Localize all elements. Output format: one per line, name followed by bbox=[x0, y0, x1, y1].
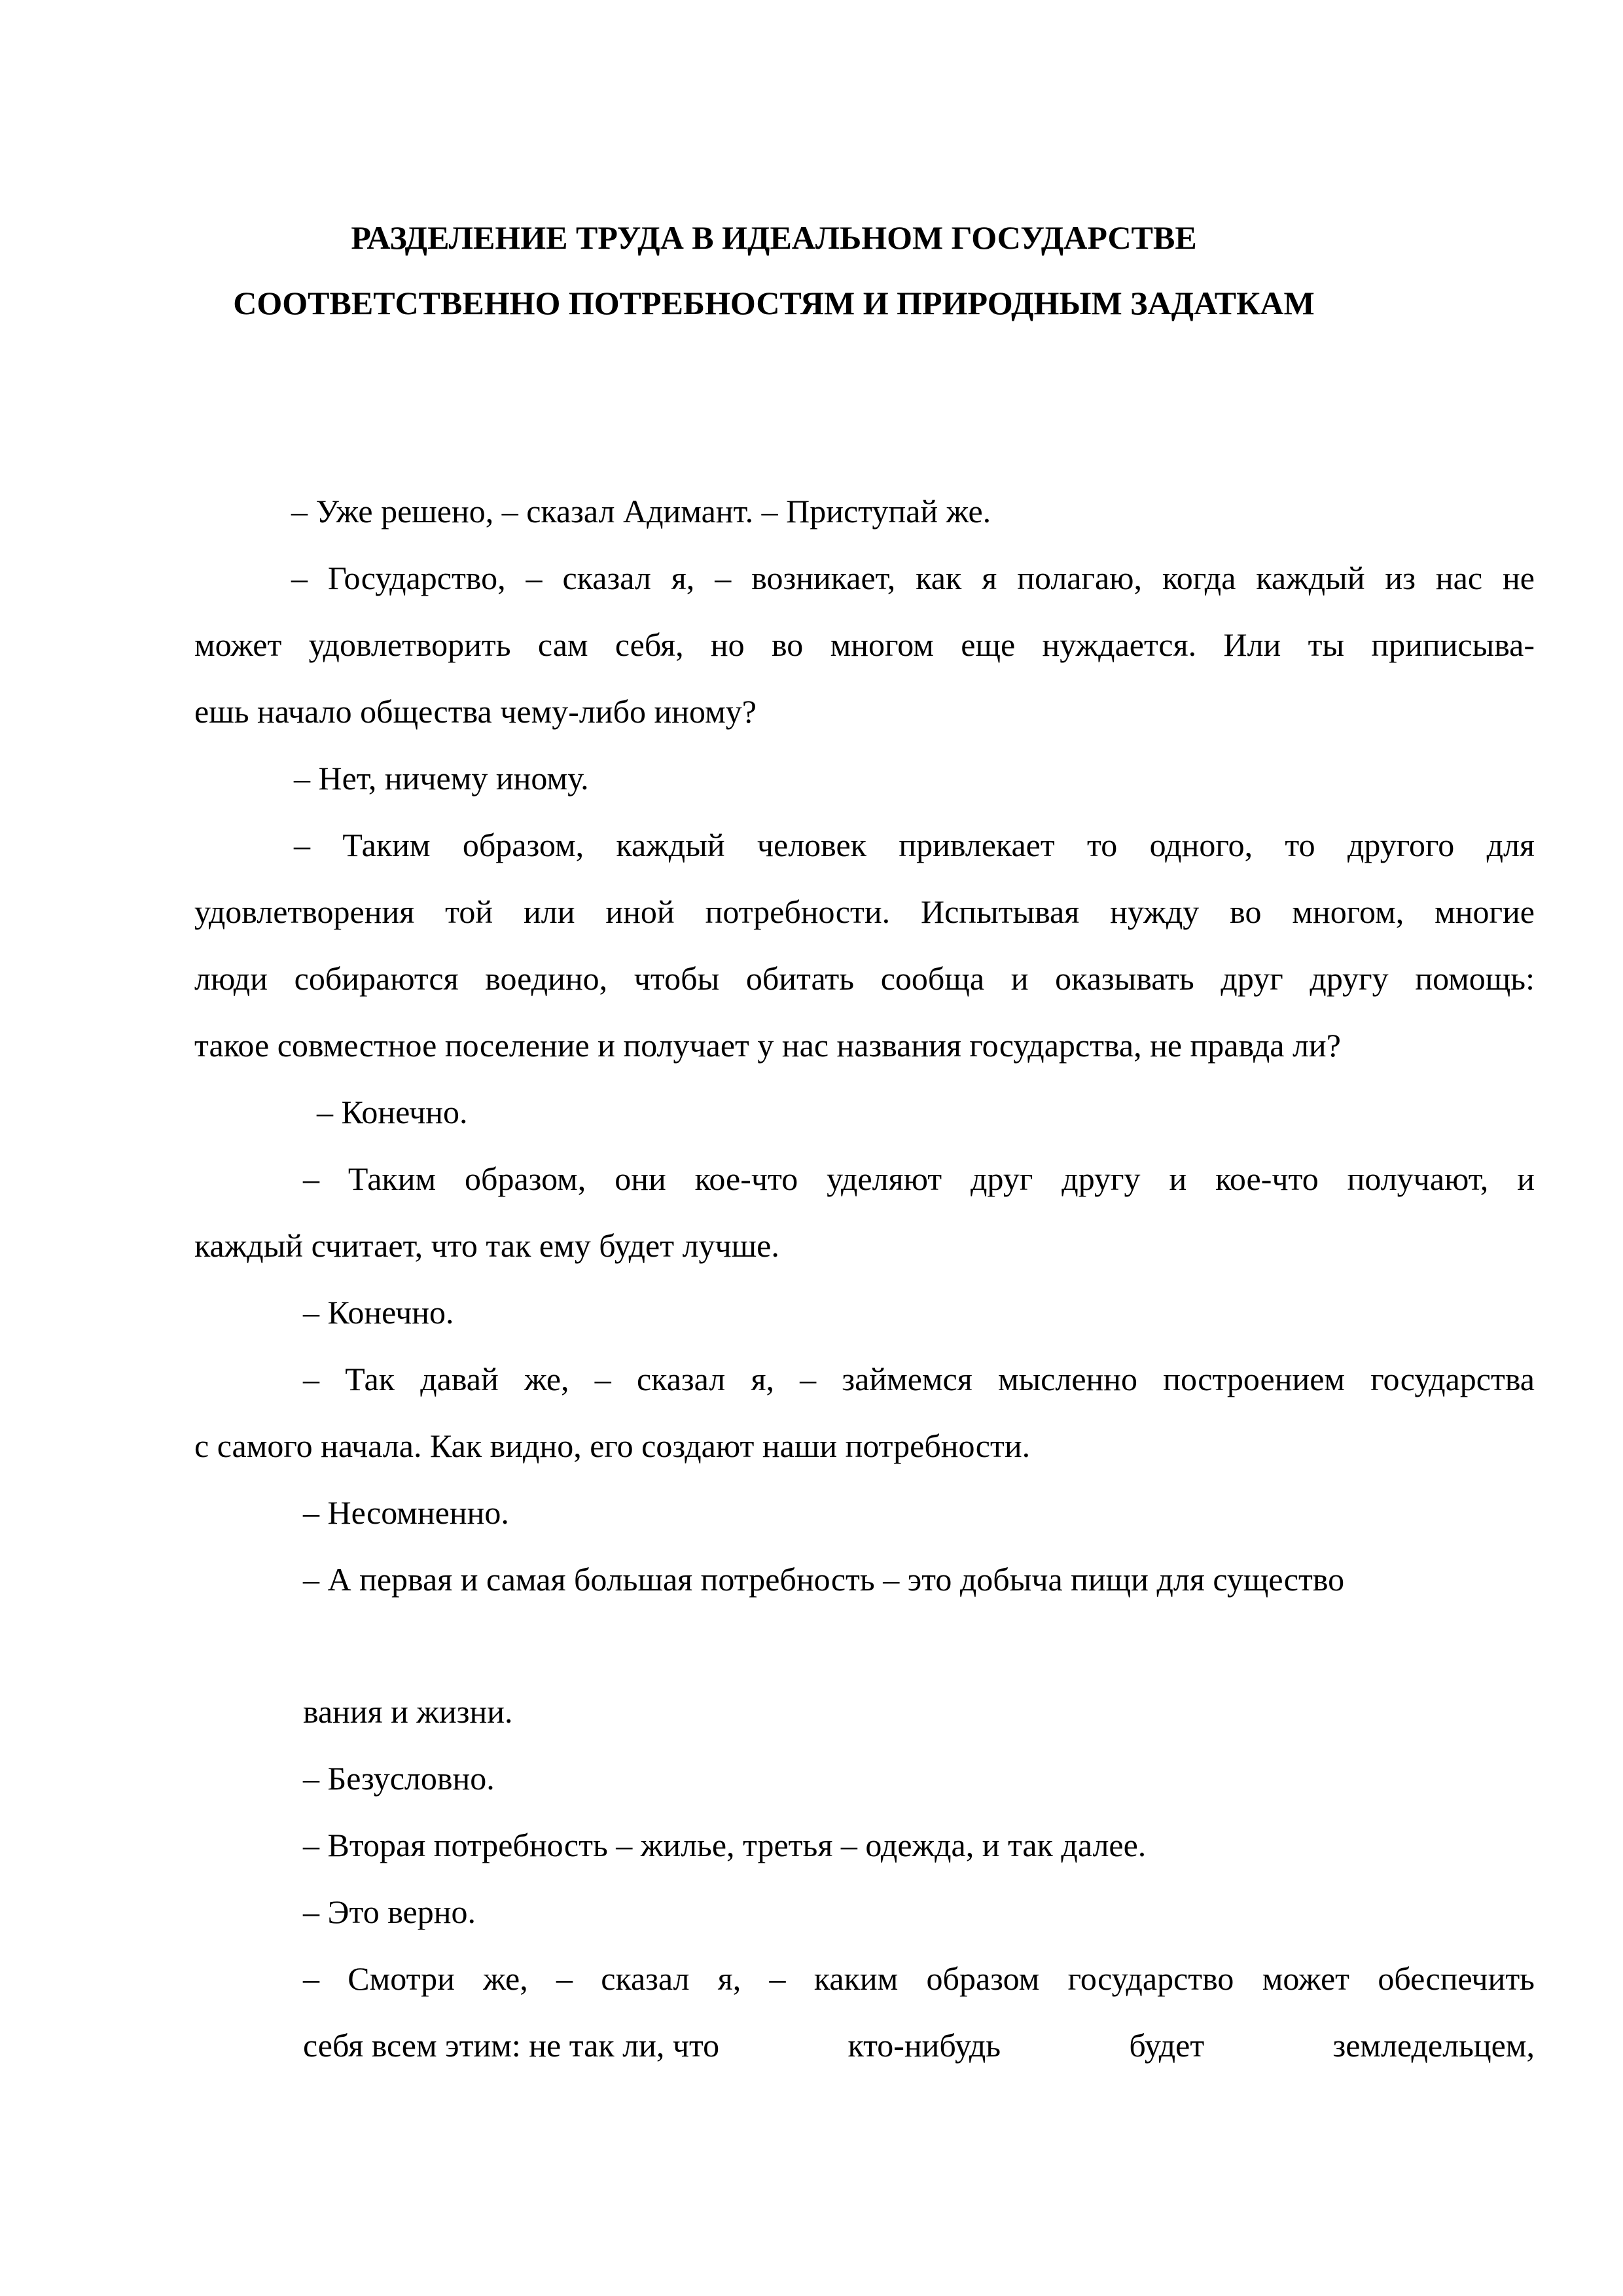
paragraph-line: – Таким образом, каждый человек привлекает то одного, то другого для bbox=[294, 827, 1535, 863]
paragraph-line: – Вторая потребность – жилье, третья – одежда, и так далее. bbox=[303, 1827, 1147, 1863]
paragraph-line: удовлетворения той или иной потребности. Испытывая нужду во многом, многие bbox=[194, 893, 1535, 930]
paragraph-line: люди собираются воедино, чтобы обитать сообща и оказывать друг другу помощь: bbox=[194, 960, 1535, 997]
word-group: себя всем этим: не так ли, что bbox=[303, 2027, 720, 2064]
paragraph-line: вания и жизни. bbox=[303, 1693, 513, 1730]
title-line-1: РАЗДЕЛЕНИЕ ТРУДА В ИДЕАЛЬНОМ ГОСУДАРСТВЕ bbox=[351, 219, 1197, 256]
paragraph-line: такое совместное поселение и получает у нас названия государства, не правда ли? bbox=[194, 1027, 1341, 1064]
paragraph-line: – Безусловно. bbox=[303, 1760, 495, 1797]
paragraph-line: – А первая и самая большая потребность – это добыча пищи для существо bbox=[303, 1561, 1345, 1598]
paragraph-line: – Нет, ничему иному. bbox=[294, 760, 589, 797]
paragraph-line: – Конечно. bbox=[303, 1294, 454, 1331]
paragraph-line: ешь начало общества чему-либо иному? bbox=[194, 693, 757, 730]
paragraph-line: – Таким образом, они кое-что уделяют друг другу и кое-что получают, и bbox=[303, 1160, 1535, 1197]
word-group: кто-нибудь bbox=[847, 2027, 1001, 2064]
paragraph-line: каждый считает, что так ему будет лучше. bbox=[194, 1227, 779, 1264]
word-group: будет bbox=[1129, 2027, 1205, 2064]
word-group: земледельцем, bbox=[1332, 2027, 1535, 2064]
paragraph-line: – Так давай же, – сказал я, – займемся мысленно построением государства bbox=[303, 1361, 1535, 1397]
paragraph-line: может удовлетворить сам себя, но во многом еще нуждается. Или ты приписыва- bbox=[194, 626, 1535, 663]
paragraph-line: – Государство, – сказал я, – возникает, как я полагаю, когда каждый из нас не bbox=[291, 560, 1535, 596]
paragraph-line: – Конечно. bbox=[317, 1094, 468, 1130]
paragraph-line: с самого начала. Как видно, его создают наши потребности. bbox=[194, 1427, 1031, 1464]
paragraph-line: – Уже решено, – сказал Адимант. – Приступай же. bbox=[291, 493, 991, 529]
title-line-2: СООТВЕТСТВЕННО ПОТРЕБНОСТЯМ И ПРИРОДНЫМ ЗАДАТКАМ bbox=[233, 285, 1315, 321]
paragraph-line: – Несомненно. bbox=[303, 1494, 509, 1531]
paragraph-line: – Смотри же, – сказал я, – каким образом государство может обеспечить bbox=[303, 1960, 1535, 1997]
paragraph-line-spaced bbox=[303, 2026, 1535, 2065]
paragraph-line: – Это верно. bbox=[303, 1893, 476, 1930]
